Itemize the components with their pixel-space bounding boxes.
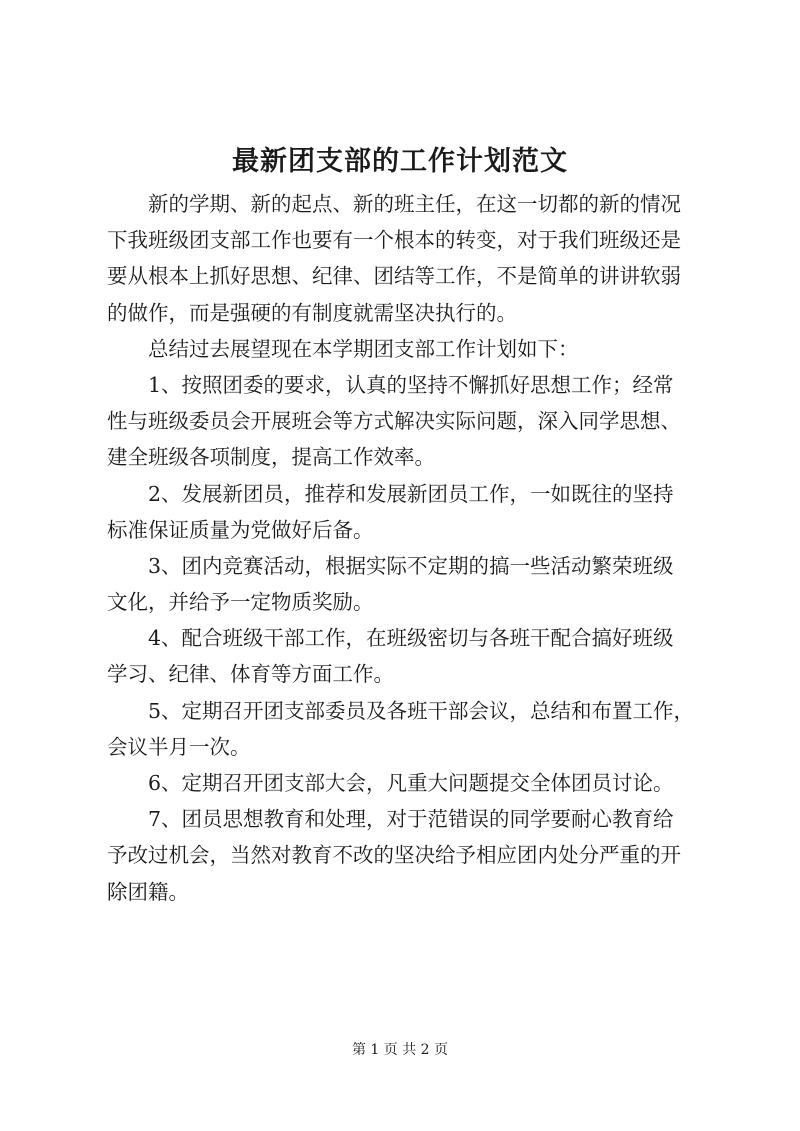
text-line: 的做作，而是强硬的有制度就需坚决执行的。: [107, 300, 517, 325]
page-number-footer: 第 1 页 共 2 页: [351, 1042, 449, 1058]
text-line: 4、配合班级干部工作，在班级密切与各班干配合搞好班级: [148, 626, 674, 651]
text-line: 总结过去展望现在本学期团支部工作计划如下：: [148, 336, 579, 361]
paragraph-item-7: [107, 801, 713, 910]
text-line: 会议半月一次。: [107, 734, 251, 759]
text-line: 文化，并给予一定物质奖励。: [107, 590, 374, 615]
document-title: 最新团支部的工作计划范文: [232, 146, 568, 177]
text-line: 性与班级委员会开展班会等方式解决实际问题，深入同学思想、: [107, 409, 681, 434]
paragraph-item-4: [107, 620, 713, 692]
text-line: 建全班级各项制度，提高工作效率。: [107, 445, 435, 470]
text-line: 新的学期、新的起点、新的班主任，在这一切都的新的情况: [148, 192, 681, 216]
paragraph-item-2: [107, 476, 713, 548]
text-line: 2、发展新团员，推荐和发展新团员工作，一如既往的坚持: [148, 481, 674, 506]
text-line: 5、定期召开团支部委员及各班干部会议，总结和布置工作，: [148, 698, 695, 723]
paragraph-item-6: [107, 765, 713, 801]
paragraph-intro: [107, 186, 713, 331]
document-body: [107, 186, 713, 910]
text-line: 除团籍。: [107, 879, 189, 904]
text-line: 予改过机会，当然对教育不改的坚决给予相应团内处分严重的开: [107, 843, 681, 868]
text-line: 1、按照团委的要求，认真的坚持不懈抓好思想工作；经常: [148, 372, 674, 397]
text-line: 3、团内竞赛活动，根据实际不定期的搞一些活动繁荣班级: [148, 553, 674, 578]
paragraph-item-5: [107, 693, 713, 765]
paragraph-item-1: [107, 367, 713, 476]
paragraph-item-3: [107, 548, 713, 620]
text-line: 标准保证质量为党做好后备。: [107, 517, 374, 542]
paragraph-summary: [107, 331, 713, 367]
text-line: 下我班级团支部工作也要有一个根本的转变，对于我们班级还是: [107, 228, 681, 253]
text-line: 7、团员思想教育和处理，对于范错误的同学要耐心教育给: [148, 807, 674, 832]
text-line: 学习、纪律、体育等方面工作。: [107, 662, 394, 687]
text-line: 6、定期召开团支部大会，凡重大问题提交全体团员讨论。: [148, 771, 674, 795]
text-line: 要从根本上抓好思想、纪律、团结等工作，不是简单的讲讲软弱: [107, 264, 681, 289]
